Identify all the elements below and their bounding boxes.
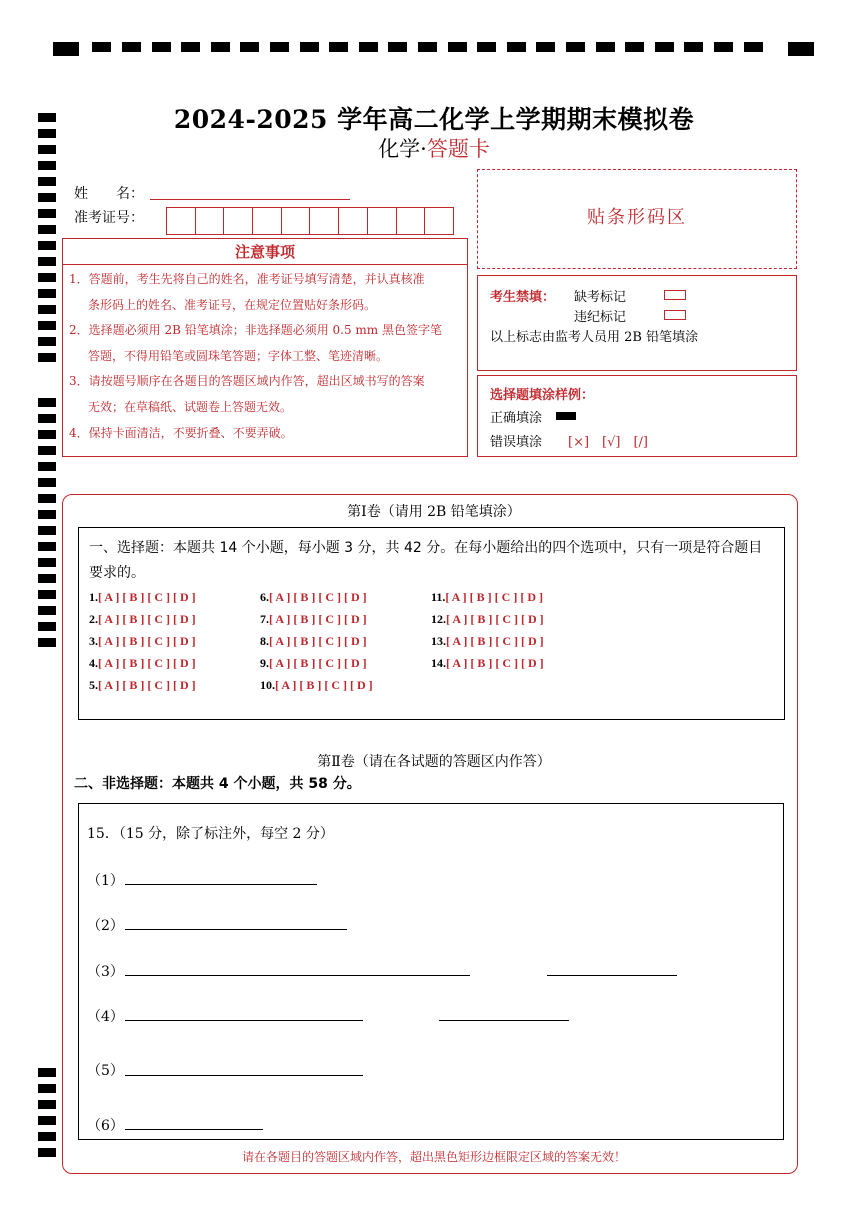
- id-digit-box[interactable]: [281, 207, 311, 235]
- answer-blank[interactable]: [547, 975, 677, 976]
- name-field[interactable]: [150, 199, 350, 200]
- question-row[interactable]: 9.[ A ] [ B ] [ C ] [ D ]: [260, 656, 367, 670]
- question-row[interactable]: 1.[ A ] [ B ] [ C ] [ D ]: [89, 590, 196, 604]
- id-digit-box[interactable]: [252, 207, 282, 235]
- sub-question-label: （2）: [87, 918, 124, 934]
- id-digit-box[interactable]: [166, 207, 196, 235]
- question-row[interactable]: 4.[ A ] [ B ] [ C ] [ D ]: [89, 656, 196, 670]
- nonchoice-title: 二、非选择题：本题共 4 个小题，共 58 分。: [74, 776, 361, 792]
- question-row[interactable]: 5.[ A ] [ B ] [ C ] [ D ]: [89, 678, 196, 692]
- barcode-area: 贴条形码区: [477, 169, 797, 269]
- notice-item: 无效；在草稿纸、试题卷上答题无效。: [88, 400, 293, 414]
- id-digit-box[interactable]: [223, 207, 253, 235]
- notice-item: 1．答题前，考生先将自己的姓名，准考证号填写清楚，并认真核准: [69, 272, 425, 286]
- question-row[interactable]: 6.[ A ] [ B ] [ C ] [ D ]: [260, 590, 367, 604]
- absent-label: 缺考标记: [574, 290, 627, 305]
- question-row[interactable]: 10.[ A ] [ B ] [ C ] [ D ]: [260, 678, 373, 692]
- id-number-boxes: [166, 207, 453, 235]
- question-row[interactable]: 14.[ A ] [ B ] [ C ] [ D ]: [431, 656, 544, 670]
- subtitle-card: 答题卡: [426, 137, 490, 161]
- id-digit-box[interactable]: [195, 207, 225, 235]
- notice-item: 3．请按题号顺序在各题目的答题区域内作答，超出区域书写的答案: [69, 374, 425, 388]
- answer-blank[interactable]: [125, 1020, 363, 1021]
- filled-mark-icon: [556, 412, 576, 420]
- name-label: 姓 名：: [74, 186, 144, 202]
- id-digit-box[interactable]: [338, 207, 368, 235]
- mc-intro: 一、选择题：本题共 14 个小题，每小题 3 分，共 42 分。在每小题给出的四个选项中，只有一项是符合题目要求的。: [89, 540, 763, 581]
- question-row[interactable]: 12.[ A ] [ B ] [ C ] [ D ]: [431, 612, 544, 626]
- id-digit-box[interactable]: [367, 207, 397, 235]
- answer-blank[interactable]: [125, 1075, 363, 1076]
- forbidden-label: 考生禁填：: [490, 290, 556, 305]
- question-row[interactable]: 11.[ A ] [ B ] [ C ] [ D ]: [431, 590, 543, 604]
- violation-mark-box[interactable]: [664, 310, 686, 320]
- q15-answer-box: [78, 803, 784, 1140]
- id-digit-box[interactable]: [396, 207, 426, 235]
- notice-item: 4．保持卡面清洁，不要折叠、不要弄破。: [69, 426, 293, 440]
- id-digit-box[interactable]: [424, 207, 454, 235]
- sub-question-label: （3）: [87, 964, 124, 980]
- answer-blank[interactable]: [125, 1129, 263, 1130]
- notice-heading: 注意事项: [62, 238, 468, 265]
- question-row[interactable]: 8.[ A ] [ B ] [ C ] [ D ]: [260, 634, 367, 648]
- sample-correct-label: 正确填涂: [490, 411, 543, 426]
- notice-item: 2．选择题必须用 2B 铅笔填涂；非选择题必须用 0.5 mm 黑色签字笔: [69, 323, 443, 337]
- forbidden-fill-box: [477, 275, 797, 371]
- sample-title: 选择题填涂样例：: [490, 388, 595, 403]
- answer-blank[interactable]: [125, 929, 347, 930]
- answer-blank[interactable]: [125, 975, 470, 976]
- sub-question-label: （5）: [87, 1063, 124, 1079]
- notice-body: [62, 264, 468, 457]
- id-label: 准考证号：: [74, 210, 144, 226]
- page-subtitle: [0, 133, 868, 163]
- part1-heading: 第Ⅰ卷（请用 2B 铅笔填涂）: [347, 504, 521, 520]
- notice-item: 条形码上的姓名、准考证号，在规定位置贴好条形码。: [88, 298, 377, 312]
- forbidden-note: 以上标志由监考人员用 2B 铅笔填涂: [490, 330, 699, 345]
- question-row[interactable]: 13.[ A ] [ B ] [ C ] [ D ]: [431, 634, 544, 648]
- sample-wrong-label: 错误填涂: [490, 435, 543, 450]
- answer-blank[interactable]: [439, 1020, 569, 1021]
- sub-question-label: （1）: [87, 873, 124, 889]
- answer-blank[interactable]: [125, 884, 317, 885]
- question-row[interactable]: 3.[ A ] [ B ] [ C ] [ D ]: [89, 634, 196, 648]
- sub-question-label: （4）: [87, 1009, 124, 1025]
- id-digit-box[interactable]: [309, 207, 339, 235]
- part2-heading: 第Ⅱ卷（请在各试题的答题区内作答）: [317, 754, 551, 770]
- absent-mark-box[interactable]: [664, 290, 686, 300]
- sample-wrong-marks: [×] [√] [/]: [568, 435, 648, 450]
- question-row[interactable]: 2.[ A ] [ B ] [ C ] [ D ]: [89, 612, 196, 626]
- footer-warning: 请在各题目的答题区域内作答，超出黑色矩形边框限定区域的答案无效！: [241, 1150, 626, 1164]
- sub-question-label: （6）: [87, 1118, 124, 1134]
- multiple-choice-box: [78, 527, 785, 720]
- q15-header: 15．（15 分，除了标注外，每空 2 分）: [87, 826, 334, 842]
- sample-fill-box: [477, 375, 797, 457]
- subtitle-subject: 化学·: [378, 137, 427, 161]
- violation-label: 违纪标记: [574, 310, 627, 325]
- page-title: 2024-2025 学年高二化学上学期期末模拟卷: [173, 105, 695, 134]
- question-row[interactable]: 7.[ A ] [ B ] [ C ] [ D ]: [260, 612, 367, 626]
- notice-item: 答题，不得用铅笔或圆珠笔答题；字体工整、笔迹清晰。: [88, 349, 389, 363]
